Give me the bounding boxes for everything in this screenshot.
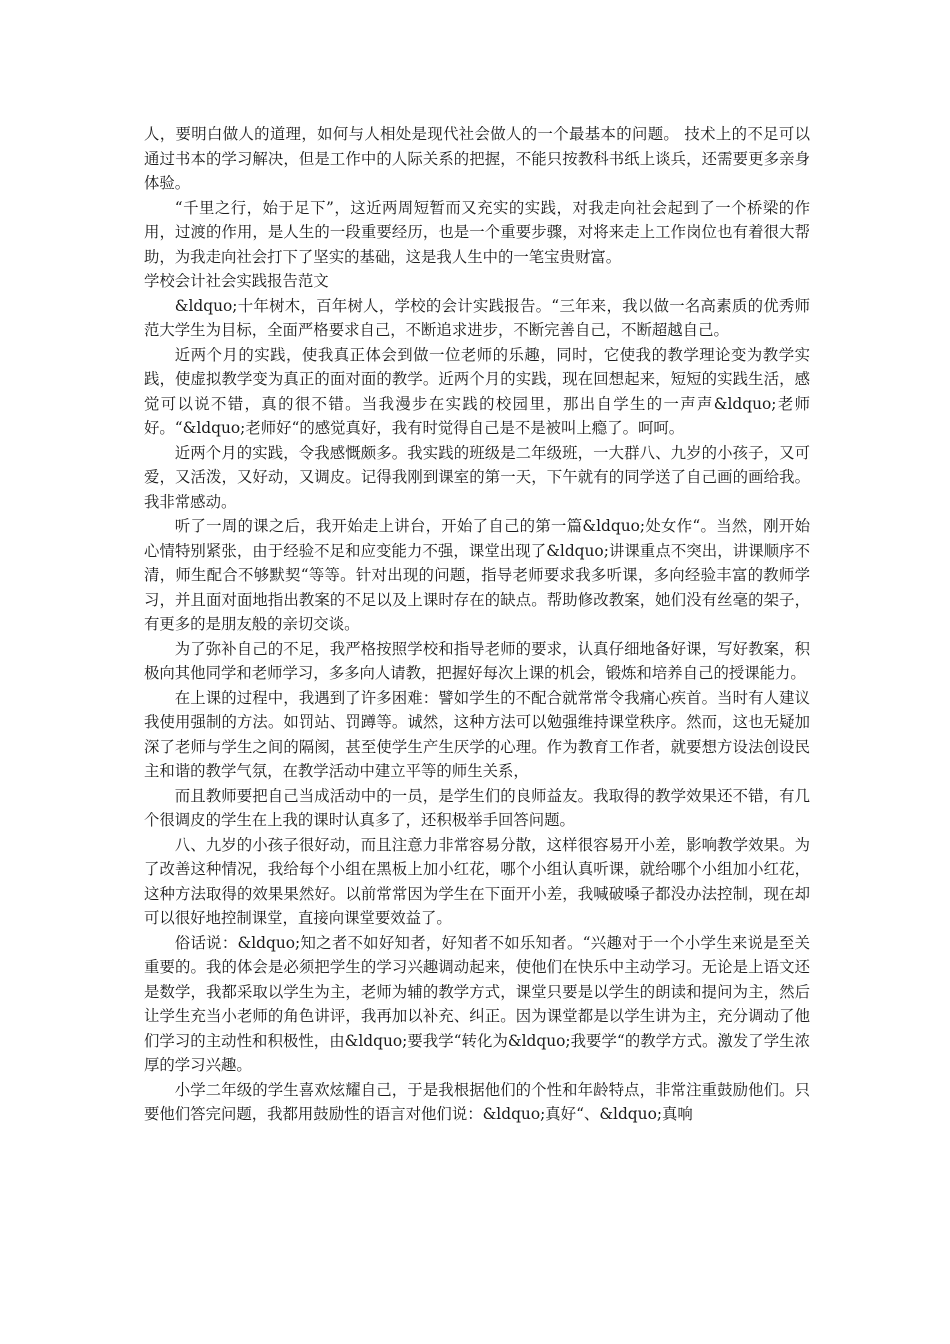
paragraph-interest: 俗话说：&ldquo;知之者不如好知者，好知者不如乐知者。“兴趣对于一个小学生来说是至关重要的。我的体会是必须把学生的学习兴趣调动起来，使他们在快乐中主动学习。无论是上语文还是数学，我都采取以学生为主，老师为辅的教学方式，课堂只要是以学生的朗读和提问为主，然后让学生充当小老师的角色讲评，我再加以补充、纠正。因为课堂都是以学生讲为主，充分调动了他们学习的主动性和积极性，由&ldquo;要我学“转化为&ldquo;我要学“的教学方式。激发了学生浓厚的学习兴趣。 [144, 933, 810, 1074]
paragraph-improvement: 为了弥补自己的不足，我严格按照学校和指导老师的要求，认真仔细地备好课，写好教案，积极向其他同学和老师学习，多多向人请教，把握好每次上课的机会，锻炼和培养自己的授课能力。 [144, 639, 810, 682]
paragraph-class: 近两个月的实践，令我感慨颇多。我实践的班级是二年级班，一大群八、九岁的小孩子，又可爱，又活泼，又好动，又调皮。记得我刚到课室的第一天，下午就有的同学送了自己画的画给我。我非常感动。 [144, 443, 810, 511]
paragraph-teaching-joy: 近两个月的实践，使我真正体会到做一位老师的乐趣，同时，它使我的教学理论变为教学实践，使虚拟教学变为真正的面对面的教学。近两个月的实践，现在回想起来，短短的实践生活，感觉可以说不错，真的很不错。当我漫步在实践的校园里，那出自学生的一声声&ldquo;老师好。“&ldquo;老师好“的感觉真好，我有时觉得自己是不是被叫上瘾了。呵呵。 [144, 345, 810, 437]
document-body [144, 122, 810, 1127]
paragraph-journey: “千里之行，始于足下”，这近两周短暂而又充实的实践，对我走向社会起到了一个桥梁的作用，过渡的作用，是人生的一段重要经历，也是一个重要步骤，对将来走上工作岗位也有着很大帮助，为我走向社会打下了坚实的基础，这是我人生中的一笔宝贵财富。 [144, 198, 810, 266]
paragraph-encouragement: 小学二年级的学生喜欢炫耀自己，于是我根据他们的个性和年龄特点，非常注重鼓励他们。只要他们答完问题，我都用鼓励性的语言对他们说：&ldquo;真好“、&ldquo;真响 [144, 1080, 810, 1123]
paragraph-mentor: 而且教师要把自己当成活动中的一员，是学生们的良师益友。我取得的教学效果还不错，有几个很调皮的学生在上我的课时认真多了，还积极举手回答问题。 [144, 786, 810, 829]
paragraph-red-flowers: 八、九岁的小孩子很好动，而且注意力非常容易分散，这样很容易开小差，影响教学效果。为了改善这种情况，我给每个小组在黑板上加小红花，哪个小组认真听课，就给哪个小组加小红花，这种方法取得的效果果然好。以前常常因为学生在下面开小差，我喊破嗓子都没办法控制，现在却可以很好地控制课堂，直接向课堂要效益了。 [144, 835, 810, 927]
paragraph-difficulties: 在上课的过程中，我遇到了许多困难：譬如学生的不配合就常常令我痛心疾首。当时有人建议我使用强制的方法。如罚站、罚蹲等。诚然，这种方法可以勉强维持课堂秩序。然而，这也无疑加深了老师与学生之间的隔阂，甚至使学生产生厌学的心理。作为教育工作者，就要想方设法创设民主和谐的教学气氛，在教学活动中建立平等的师生关系， [144, 688, 810, 780]
section-heading: 学校会计社会实践报告范文 [144, 272, 329, 290]
paragraph-first-lesson: 听了一周的课之后，我开始走上讲台，开始了自己的第一篇&ldquo;处女作“。当然，刚开始心情特别紧张，由于经验不足和应变能力不强，课堂出现了&ldquo;讲课重点不突出，讲课顺序不清，师生配合不够默契“等等。针对出现的问题，指导老师要求我多听课，多向经验丰富的教师学习，并且面对面地指出教案的不足以及上课时存在的缺点。帮助修改教案，她们没有丝毫的架子，有更多的是朋友般的亲切交谈。 [144, 517, 810, 633]
paragraph-continuation: 人，要明白做人的道理，如何与人相处是现代社会做人的一个最基本的问题。 技术上的不足可以通过书本的学习解决，但是工作中的人际关系的把握，不能只按教科书纸上谈兵，还需要更多亲身体验。 [144, 125, 810, 192]
paragraph-intro: &ldquo;十年树木，百年树人，学校的会计实践报告。“三年来，我以做一名高素质的优秀师范大学生为目标，全面严格要求自己，不断追求进步，不断完善自己，不断超越自己。 [144, 296, 810, 339]
